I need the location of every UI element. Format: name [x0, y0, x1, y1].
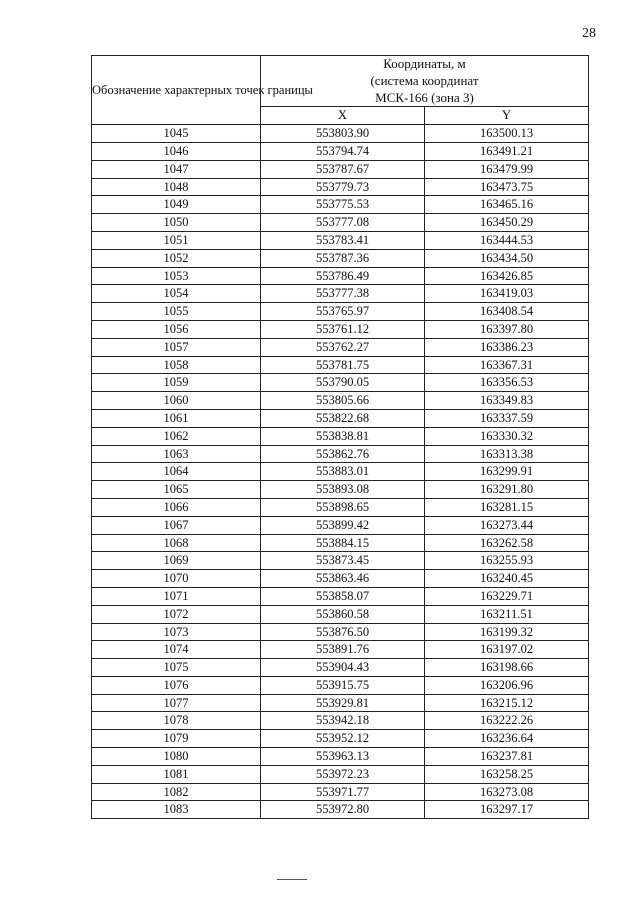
x-coordinate-cell: 553779.73	[261, 178, 425, 196]
y-coordinate-cell: 163444.53	[425, 231, 589, 249]
table-row	[92, 623, 589, 641]
table-row	[92, 214, 589, 232]
point-id-cell: 1059	[92, 374, 261, 392]
x-coordinate-cell: 553794.74	[261, 142, 425, 160]
table-row	[92, 392, 589, 410]
y-coordinate-cell: 163479.99	[425, 160, 589, 178]
table-row	[92, 267, 589, 285]
y-coordinate-cell: 163199.32	[425, 623, 589, 641]
table-row	[92, 231, 589, 249]
header-coordinates-line-1: Координаты, м	[383, 56, 466, 71]
table-row	[92, 694, 589, 712]
y-coordinate-cell: 163473.75	[425, 178, 589, 196]
x-coordinate-cell: 553915.75	[261, 676, 425, 694]
y-coordinate-cell: 163426.85	[425, 267, 589, 285]
x-coordinate-cell: 553805.66	[261, 392, 425, 410]
table-row	[92, 125, 589, 143]
y-coordinate-cell: 163313.38	[425, 445, 589, 463]
y-coordinate-cell: 163450.29	[425, 214, 589, 232]
table-row	[92, 409, 589, 427]
table-header	[92, 56, 589, 125]
point-id-cell: 1079	[92, 730, 261, 748]
point-id-cell: 1057	[92, 338, 261, 356]
y-coordinate-cell: 163299.91	[425, 463, 589, 481]
point-id-cell: 1062	[92, 427, 261, 445]
point-id-cell: 1058	[92, 356, 261, 374]
x-coordinate-cell: 553762.27	[261, 338, 425, 356]
y-coordinate-cell: 163237.81	[425, 748, 589, 766]
x-coordinate-cell: 553883.01	[261, 463, 425, 481]
y-coordinate-cell: 163491.21	[425, 142, 589, 160]
y-coordinate-cell: 163255.93	[425, 552, 589, 570]
point-id-cell: 1068	[92, 534, 261, 552]
y-coordinate-cell: 163408.54	[425, 303, 589, 321]
y-coordinate-cell: 163281.15	[425, 498, 589, 516]
y-coordinate-cell: 163211.51	[425, 605, 589, 623]
point-id-cell: 1061	[92, 409, 261, 427]
x-coordinate-cell: 553963.13	[261, 748, 425, 766]
table-row	[92, 249, 589, 267]
x-coordinate-cell: 553765.97	[261, 303, 425, 321]
y-coordinate-cell: 163337.59	[425, 409, 589, 427]
point-id-cell: 1074	[92, 641, 261, 659]
table-row	[92, 498, 589, 516]
y-coordinate-cell: 163419.03	[425, 285, 589, 303]
point-id-cell: 1066	[92, 498, 261, 516]
x-coordinate-cell: 553790.05	[261, 374, 425, 392]
point-id-cell: 1055	[92, 303, 261, 321]
table-row	[92, 142, 589, 160]
point-id-cell: 1067	[92, 516, 261, 534]
table-row	[92, 748, 589, 766]
table-row	[92, 765, 589, 783]
x-coordinate-cell: 553899.42	[261, 516, 425, 534]
point-id-cell: 1082	[92, 783, 261, 801]
table-row	[92, 374, 589, 392]
y-coordinate-cell: 163349.83	[425, 392, 589, 410]
y-coordinate-cell: 163465.16	[425, 196, 589, 214]
table-row	[92, 659, 589, 677]
point-id-cell: 1073	[92, 623, 261, 641]
table-row	[92, 285, 589, 303]
point-id-cell: 1052	[92, 249, 261, 267]
table-row	[92, 338, 589, 356]
x-coordinate-cell: 553972.80	[261, 801, 425, 819]
table-row	[92, 303, 589, 321]
x-coordinate-cell: 553787.67	[261, 160, 425, 178]
x-coordinate-cell: 553781.75	[261, 356, 425, 374]
y-coordinate-cell: 163197.02	[425, 641, 589, 659]
point-id-cell: 1046	[92, 142, 261, 160]
x-coordinate-cell: 553761.12	[261, 320, 425, 338]
table-row	[92, 481, 589, 499]
x-coordinate-cell: 553777.08	[261, 214, 425, 232]
x-coordinate-cell: 553862.76	[261, 445, 425, 463]
x-coordinate-cell: 553783.41	[261, 231, 425, 249]
y-coordinate-cell: 163397.80	[425, 320, 589, 338]
y-coordinate-cell: 163291.80	[425, 481, 589, 499]
y-coordinate-cell: 163236.64	[425, 730, 589, 748]
point-id-cell: 1050	[92, 214, 261, 232]
table-row	[92, 427, 589, 445]
x-coordinate-cell: 553971.77	[261, 783, 425, 801]
x-coordinate-cell: 553876.50	[261, 623, 425, 641]
table-row	[92, 801, 589, 819]
point-id-cell: 1060	[92, 392, 261, 410]
point-id-cell: 1069	[92, 552, 261, 570]
x-coordinate-cell: 553777.38	[261, 285, 425, 303]
header-coordinates	[261, 56, 589, 107]
y-coordinate-cell: 163258.25	[425, 765, 589, 783]
point-id-cell: 1071	[92, 587, 261, 605]
table-row	[92, 160, 589, 178]
y-coordinate-cell: 163222.26	[425, 712, 589, 730]
header-coordinates-line-3: МСК-166 (зона 3)	[375, 89, 474, 105]
y-coordinate-cell: 163240.45	[425, 570, 589, 588]
header-x: X	[261, 107, 425, 125]
table-body	[92, 125, 589, 819]
table-row	[92, 445, 589, 463]
table-row	[92, 641, 589, 659]
x-coordinate-cell: 553873.45	[261, 552, 425, 570]
y-coordinate-cell: 163367.31	[425, 356, 589, 374]
point-id-cell: 1065	[92, 481, 261, 499]
header-row	[92, 56, 589, 107]
y-coordinate-cell: 163386.23	[425, 338, 589, 356]
x-coordinate-cell: 553952.12	[261, 730, 425, 748]
table-row	[92, 356, 589, 374]
y-coordinate-cell: 163215.12	[425, 694, 589, 712]
x-coordinate-cell: 553786.49	[261, 267, 425, 285]
header-point-designation: Обозначение характерных точек границы	[92, 56, 261, 125]
point-id-cell: 1075	[92, 659, 261, 677]
y-coordinate-cell: 163229.71	[425, 587, 589, 605]
y-coordinate-cell: 163262.58	[425, 534, 589, 552]
x-coordinate-cell: 553775.53	[261, 196, 425, 214]
table-row	[92, 783, 589, 801]
table-row	[92, 320, 589, 338]
table-row	[92, 534, 589, 552]
y-coordinate-cell: 163356.53	[425, 374, 589, 392]
table-row	[92, 712, 589, 730]
point-id-cell: 1054	[92, 285, 261, 303]
table-row	[92, 587, 589, 605]
point-id-cell: 1080	[92, 748, 261, 766]
x-coordinate-cell: 553884.15	[261, 534, 425, 552]
point-id-cell: 1083	[92, 801, 261, 819]
point-id-cell: 1051	[92, 231, 261, 249]
point-id-cell: 1081	[92, 765, 261, 783]
y-coordinate-cell: 163206.96	[425, 676, 589, 694]
table-row	[92, 516, 589, 534]
page-number: 28	[582, 26, 596, 41]
y-coordinate-cell: 163198.66	[425, 659, 589, 677]
x-coordinate-cell: 553803.90	[261, 125, 425, 143]
point-id-cell: 1077	[92, 694, 261, 712]
x-coordinate-cell: 553863.46	[261, 570, 425, 588]
y-coordinate-cell: 163434.50	[425, 249, 589, 267]
table-row	[92, 570, 589, 588]
point-id-cell: 1045	[92, 125, 261, 143]
table-row	[92, 676, 589, 694]
point-id-cell: 1072	[92, 605, 261, 623]
x-coordinate-cell: 553858.07	[261, 587, 425, 605]
header-y: Y	[425, 107, 589, 125]
y-coordinate-cell: 163273.08	[425, 783, 589, 801]
table-row	[92, 552, 589, 570]
point-id-cell: 1078	[92, 712, 261, 730]
x-coordinate-cell: 553929.81	[261, 694, 425, 712]
point-id-cell: 1063	[92, 445, 261, 463]
point-id-cell: 1070	[92, 570, 261, 588]
footer-mark	[277, 879, 307, 880]
point-id-cell: 1056	[92, 320, 261, 338]
point-id-cell: 1048	[92, 178, 261, 196]
header-coordinates-line-2: (система координат	[370, 72, 479, 88]
point-id-cell: 1053	[92, 267, 261, 285]
y-coordinate-cell: 163297.17	[425, 801, 589, 819]
table-row	[92, 196, 589, 214]
point-id-cell: 1076	[92, 676, 261, 694]
x-coordinate-cell: 553972.23	[261, 765, 425, 783]
x-coordinate-cell: 553898.65	[261, 498, 425, 516]
x-coordinate-cell: 553787.36	[261, 249, 425, 267]
x-coordinate-cell: 553838.81	[261, 427, 425, 445]
x-coordinate-cell: 553893.08	[261, 481, 425, 499]
y-coordinate-cell: 163330.32	[425, 427, 589, 445]
table-row	[92, 178, 589, 196]
point-id-cell: 1047	[92, 160, 261, 178]
x-coordinate-cell: 553891.76	[261, 641, 425, 659]
coordinates-table	[91, 55, 589, 819]
table-row	[92, 463, 589, 481]
y-coordinate-cell: 163273.44	[425, 516, 589, 534]
table-row	[92, 730, 589, 748]
x-coordinate-cell: 553860.58	[261, 605, 425, 623]
x-coordinate-cell: 553904.43	[261, 659, 425, 677]
x-coordinate-cell: 553822.68	[261, 409, 425, 427]
y-coordinate-cell: 163500.13	[425, 125, 589, 143]
table-row	[92, 605, 589, 623]
point-id-cell: 1049	[92, 196, 261, 214]
x-coordinate-cell: 553942.18	[261, 712, 425, 730]
point-id-cell: 1064	[92, 463, 261, 481]
